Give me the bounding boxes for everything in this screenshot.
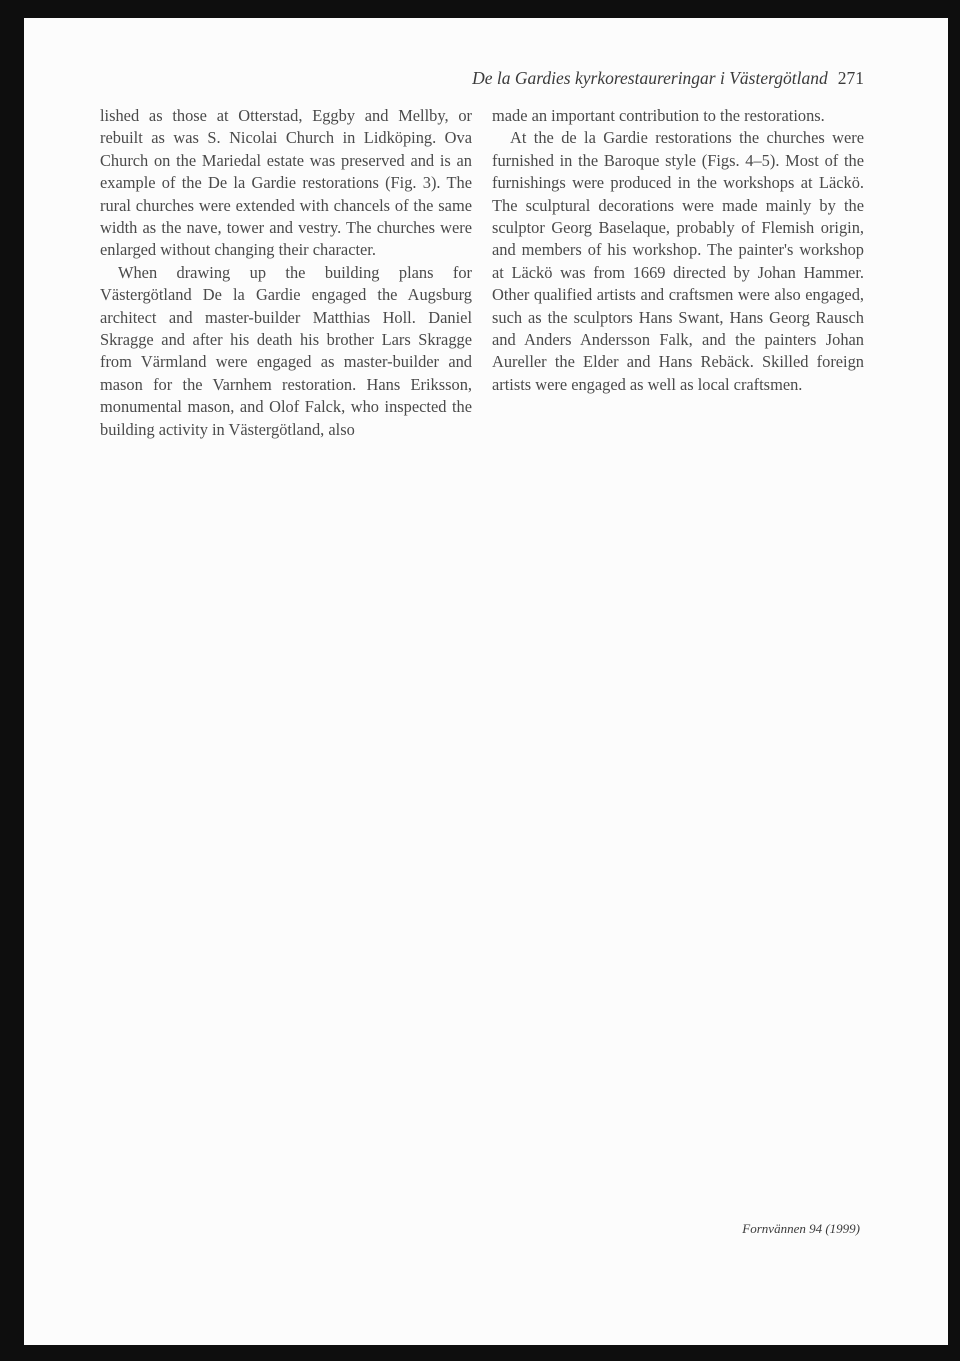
left-column (100, 105, 472, 441)
running-head-title: De la Gardies kyrkorestaureringar i Västergötland (472, 68, 828, 88)
page (24, 18, 948, 1345)
right-column (492, 105, 864, 396)
left-paragraph-2: When drawing up the building plans for Västergötland De la Gardie engaged the Augsburg architect and master-builder Matthias Holl. Daniel Skragge and after his death his brother Lars Skragge from Värmland were engaged as master-builder and mason for the Varnhem restoration. Hans Eriksson, monumental mason, and Olof Falck, who inspected the building activity in Västergötland, also (100, 262, 472, 439)
right-paragraph-1: made an important contribution to the restorations. (492, 106, 825, 125)
running-head (354, 68, 864, 89)
page-number: 271 (837, 68, 864, 88)
journal-footer: Fornvännen 94 (1999) (742, 1221, 860, 1236)
left-paragraph-1: lished as those at Otterstad, Eggby and Mellby, or rebuilt as was S. Nicolai Church in Lidköping. Ova Church on the Mariedal estate was preserved and is an example of the De la Gardie restorations (Fig. 3). The rural churches were extended with chancels of the same width as the nave, tower and vestry. The churches were enlarged without changing their character. (100, 106, 472, 260)
right-paragraph-2: At the de la Gardie restorations the churches were furnished in the Baroque style (Figs. 4–5). Most of the furnishings were produced in the workshops at Läckö. The sculptural decorations were made mainly by the sculptor Georg Baselaque, probably of Flemish origin, and members of his workshop. The painter's workshop at Läckö was from 1669 directed by Johan Hammer. Other qualified artists and craftsmen were also engaged, such as the sculptors Hans Swant, Hans Georg Rausch and Anders Andersson Falk, and the painters Johan Aureller the Elder and Hans Rebäck. Skilled foreign artists were engaged as well as local craftsmen. (492, 128, 864, 394)
